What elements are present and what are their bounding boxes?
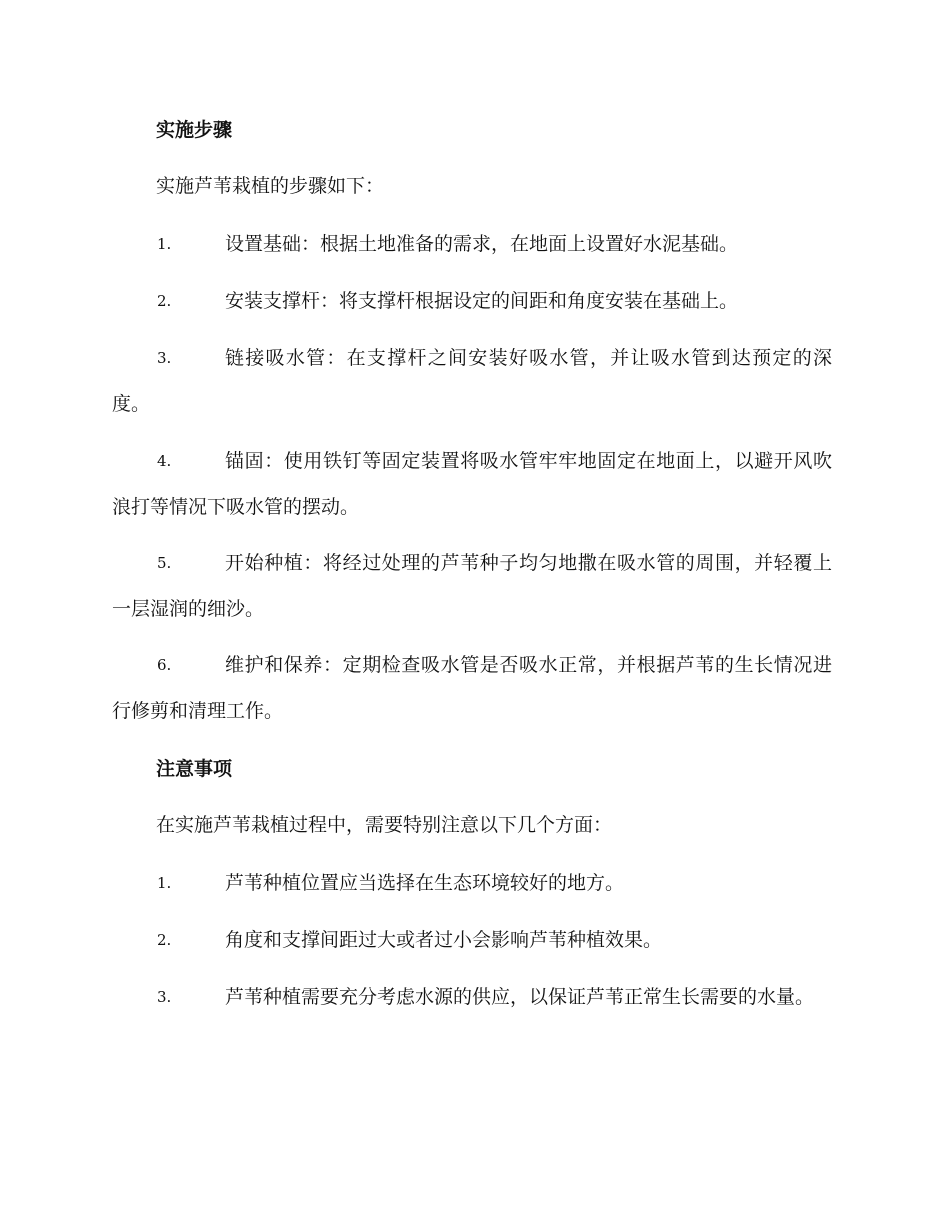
list-item-text: 芦苇种植需要充分考虑水源的供应，以保证芦苇正常生长需要的水量。 (225, 986, 815, 1008)
list-item-number: 5. (157, 554, 172, 572)
list-item-number: 6. (157, 656, 172, 674)
list-item-text: 芦苇种植位置应当选择在生态环境较好的地方。 (225, 872, 625, 894)
list-item-text: 链接吸水管：在支撑杆之间安装好吸水管，并让吸水管到达预定的深度。 (112, 347, 832, 415)
section-intro-implementation-steps: 实施芦苇栽植的步骤如下： (156, 175, 385, 197)
list-item (112, 278, 832, 324)
list-item-text: 设置基础：根据土地准备的需求，在地面上设置好水泥基础。 (225, 233, 739, 255)
list-item-text: 开始种植：将经过处理的芦苇种子均匀地撒在吸水管的周围，并轻覆上一层湿润的细沙。 (112, 552, 832, 620)
list-item-text: 锚固：使用铁钉等固定装置将吸水管牢牢地固定在地面上，以避开风吹浪打等情况下吸水管的摆动。 (112, 450, 832, 518)
list-item (112, 642, 832, 734)
list-item-number: 4. (157, 452, 172, 470)
list-item-text: 维护和保养：定期检查吸水管是否吸水正常，并根据芦苇的生长情况进行修剪和清理工作。 (112, 654, 832, 722)
list-item-number: 2. (157, 931, 172, 949)
list-item (112, 540, 832, 632)
list-item-number: 3. (157, 988, 172, 1006)
list-item (112, 860, 832, 906)
list-item-number: 1. (157, 874, 172, 892)
list-item (112, 438, 832, 530)
list-item (112, 917, 832, 963)
list-item-text: 安装支撑杆：将支撑杆根据设定的间距和角度安装在基础上。 (225, 290, 739, 312)
section-intro-precautions: 在实施芦苇栽植过程中，需要特别注意以下几个方面： (156, 814, 613, 836)
section-title-implementation-steps: 实施步骤 (156, 119, 233, 141)
section-title-precautions: 注意事项 (156, 758, 233, 780)
list-item (112, 221, 832, 267)
list-item (112, 974, 832, 1020)
list-item-number: 3. (157, 349, 172, 367)
list-item-number: 1. (157, 235, 172, 253)
list-item-number: 2. (157, 292, 172, 310)
list-item (112, 335, 832, 427)
list-item-text: 角度和支撑间距过大或者过小会影响芦苇种植效果。 (225, 929, 663, 951)
